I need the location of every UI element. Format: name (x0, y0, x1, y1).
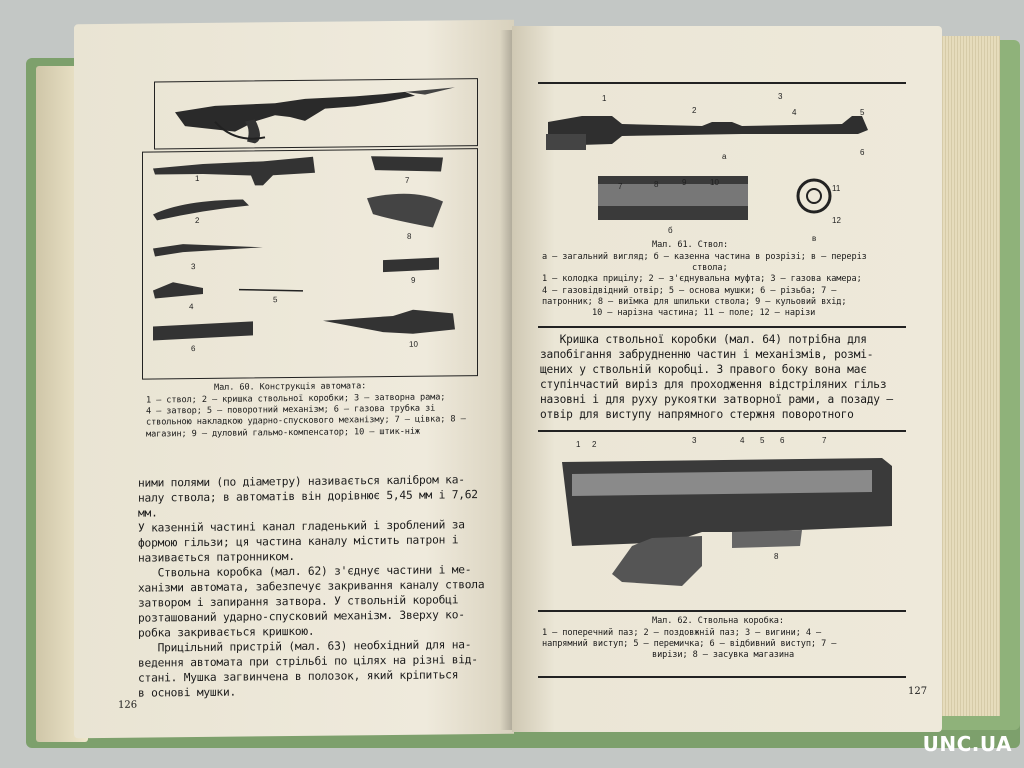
part-label: 8 (407, 231, 412, 241)
watermark: UNC.UA (922, 732, 1012, 756)
left-page (74, 20, 514, 739)
part-label: 5 (273, 295, 278, 305)
text-line: робка закривається кришкою. (138, 624, 315, 640)
fig61-label: 11 (832, 184, 841, 193)
fig61-label: 7 (618, 182, 623, 191)
receiver-illustration (552, 436, 912, 606)
text-line: затвором і запирання затвора. У ствольній коробці (138, 593, 459, 610)
fig62-label: 6 (780, 436, 785, 445)
text-line: назовні і для руху рукоятки затворної рами, а позаду — (540, 393, 893, 406)
text-line: в основі мушки. (138, 685, 237, 700)
text-line: У казенній частині канал гладенький і зроблений за (138, 518, 465, 535)
rule (538, 326, 906, 328)
figure-60-caption (146, 392, 486, 440)
fig61-label: 1 (602, 94, 607, 103)
caption-line: 1 — колодка прицілу; 2 — з'єднувальна муфта; 3 — газова камера; (542, 274, 862, 285)
fig62-label: 1 (576, 440, 581, 449)
part-label: 7 (405, 175, 410, 185)
caption-line: напрямний виступ; 5 — перемичка; 6 — відбивний виступ; 7 — (542, 639, 837, 650)
figure-62-caption-title: Мал. 62. Ствольна коробка: (652, 616, 784, 626)
part-label: 6 (191, 344, 196, 354)
part-label: 4 (189, 302, 194, 312)
text-line: ведення автомата при стрільбі по цілях на різні від- (138, 653, 478, 670)
text-line: ступінчастий виріз для проходження відстріляних гільз (540, 378, 887, 391)
page-edges-right (940, 36, 1000, 716)
fig61-label: 12 (832, 216, 841, 225)
left-body-text (138, 472, 498, 701)
caption-line: магазин; 9 — дуловий гальмо-компенсатор; 10 — штик-ніж (146, 426, 420, 440)
figure-60-parts (142, 148, 478, 380)
figure-61-caption-title: Мал. 61. Ствол: (652, 240, 729, 250)
figure-62-caption (542, 628, 922, 662)
caption-line: 10 — нарізна частина; 11 — поле; 12 — нарізи (592, 308, 816, 319)
text-line: називається патронником. (138, 549, 295, 565)
right-body-text (540, 332, 920, 422)
text-line: Ствольна коробка (мал. 62) з'єднує частини і ме- (138, 563, 472, 580)
text-line: стані. Мушка загвинчена в полозок, який кріпиться (138, 668, 459, 685)
figure-61-caption (542, 252, 922, 319)
text-line: отвір для виступу напрямного стержня поворотного (540, 408, 854, 421)
figure-60-caption-title: Мал. 60. Конструкція автомата: (214, 381, 367, 393)
fig61-label: 4 (792, 108, 797, 117)
fig61-label: 3 (778, 92, 783, 101)
part-label: 2 (195, 215, 200, 226)
caption-line: 4 — газовідвідний отвір; 5 — основа мушки; 6 — різьба; 7 — (542, 285, 837, 296)
fig61-label: 10 (710, 178, 719, 187)
caption-line: ствола; (692, 263, 728, 274)
text-line: Прицільний пристрій (мал. 63) необхідний для на- (138, 638, 472, 655)
fig61-label: б (668, 226, 673, 235)
fig61-label: 5 (860, 108, 865, 117)
fig62-label: 5 (760, 436, 765, 445)
caption-line: вирізи; 8 — засувка магазина (652, 650, 795, 661)
part-label: 3 (191, 262, 196, 272)
right-page (512, 26, 942, 732)
part-label: 10 (409, 339, 418, 349)
fig62-label: 2 (592, 440, 597, 449)
fig61-label: 9 (682, 178, 687, 187)
figure-60-assembled (154, 78, 478, 149)
text-line: Кришка ствольної коробки (мал. 64) потрібна для (540, 333, 867, 346)
page-number-left: 126 (118, 699, 138, 711)
fig62-label: 8 (774, 552, 779, 561)
caption-line: 1 — поперечний паз; 2 — поздовжній паз; 3 — вигини; 4 — (542, 628, 822, 638)
caption-line: 1 — ствол; 2 — кришка ствольної коробки; 3 — затворна рама; (146, 392, 446, 406)
fig61-label: 8 (654, 180, 659, 189)
text-line: ханізми автомата, забезпечує закривання каналу ствола (138, 578, 485, 595)
figure-62 (552, 436, 912, 606)
text-line: щених у ствольній коробці. З правого боку вона має (540, 363, 867, 376)
rifle-assembled-illustration (155, 79, 477, 148)
rule (538, 430, 906, 432)
top-rule (538, 82, 906, 84)
caption-line: патронник; 8 — виїмка для шпильки ствола; 9 — кульовий вхід; (542, 296, 847, 307)
fig61-label: 6 (860, 148, 865, 157)
text-line: налу ствола; в автоматів він дорівнює 5,45 мм і 7,62 мм. (138, 488, 478, 520)
caption-line: а — загальний вигляд; б — казенна частина в розрізі; в — перерiз (542, 252, 867, 262)
fig61-label: в (812, 234, 817, 243)
caption-line: 4 — затвор; 5 — поворотний механізм; 6 — газова трубка зі (146, 403, 436, 417)
text-line: ними полями (по діаметру) називається калібром ка- (138, 473, 465, 490)
text-line: формою гільзи; ця частина каналу містить патрон і (138, 533, 459, 550)
part-label: 1 (195, 173, 200, 184)
barrel-illustration (542, 86, 912, 246)
caption-line: ствольною накладкою ударно-спускового механізму; 7 — цівка; 8 — (146, 414, 466, 428)
fig62-label: 3 (692, 436, 697, 445)
rule (538, 610, 906, 612)
text-line: розташований ударно-спусковий механізм. Зверху ко- (138, 608, 465, 625)
fig61-label: 2 (692, 106, 697, 115)
text-line: запобігання забрудненню частин і механізмів, розмі- (540, 348, 874, 361)
fig62-label: 7 (822, 436, 827, 445)
page-number-right: 127 (908, 686, 928, 697)
rule (538, 676, 906, 678)
fig62-label: 4 (740, 436, 745, 445)
figure-61 (542, 86, 912, 246)
part-label: 9 (411, 275, 416, 285)
fig61-label: а (722, 152, 727, 161)
